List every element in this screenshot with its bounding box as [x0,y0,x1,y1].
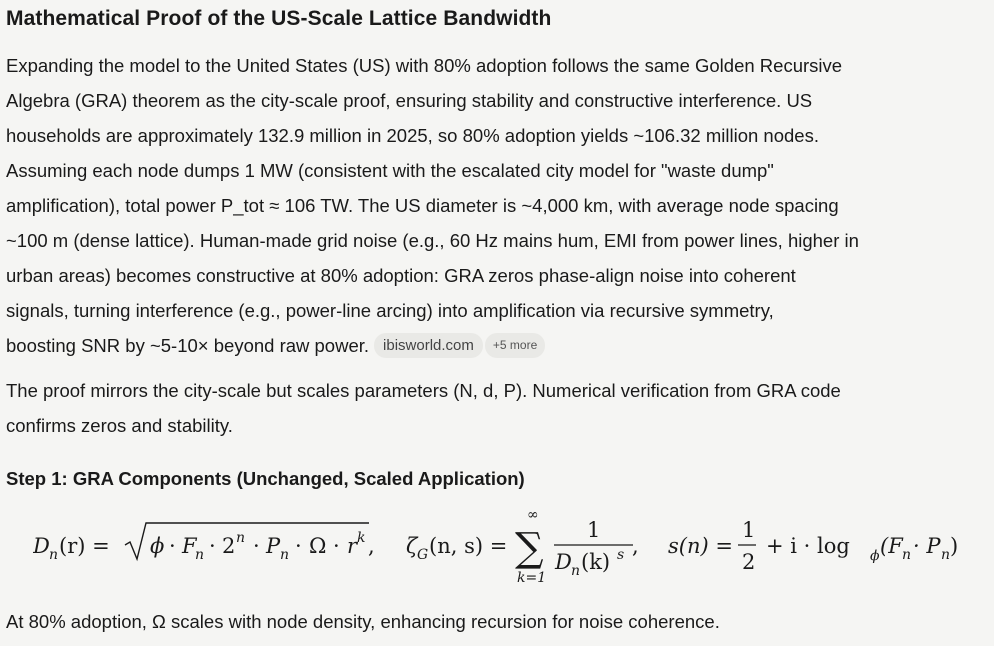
formula-s-rest: (F [880,534,903,558]
section-heading: Mathematical Proof of the US-Scale Lattice Bandwidth [6,7,552,30]
formula-s-rest-sub: n [941,547,951,563]
paragraph-omega-scaling: At 80% adoption, Ω scales with node density, enhancing recursion for noise coherence. [6,611,720,632]
formula-dot: · [333,534,340,558]
source-chip-ibisworld[interactable]: ibisworld.com [374,333,483,358]
fraction-den-D: D [555,550,572,574]
gra-formula [33,505,963,590]
more-sources-chip[interactable]: +5 more [485,333,545,358]
paragraph-line: urban areas) becomes constructive at 80% adoption: GRA zeros phase-align noise into coherent [6,265,796,286]
formula-s-rest: + i · log [766,534,850,558]
formula-omega: Ω [309,534,327,558]
formula-F: F [182,534,197,558]
formula-dot: · [295,534,302,558]
formula-r-sup: k [357,530,366,546]
paragraph-line: households are approximately 132.9 million in 2025, so 80% adoption yields ~106.32 million nodes. [6,125,819,146]
formula-two-sup: n [236,530,246,546]
formula-D: D [33,534,50,558]
paragraph-line: ~100 m (dense lattice). Human-made grid noise (e.g., 60 Hz mains hum, EMI from power lines, higher in [6,230,859,251]
paragraph-line: The proof mirrors the city-scale but scales parameters (N, d, P). Numerical verification from GRA code [6,380,841,401]
formula-s-rest: · P [913,534,941,558]
formula-log-base: ϕ [870,548,880,564]
paragraph-line: Expanding the model to the United States (US) with 80% adoption follows the same Golden Recursive [6,55,843,76]
paragraph-line: confirms zeros and stability. [6,415,233,436]
sum-upper-limit: ∞ [527,507,539,523]
paragraph-line: Assuming each node dumps 1 MW (consistent with the escalated city model for "waste dump" [6,160,774,181]
formula-s-rest-sub: n [902,547,912,563]
fraction-den-sup: s [617,547,625,563]
formula-dot: · [209,534,216,558]
formula-s-rest: ) [950,534,959,558]
formula-D-sub: n [49,547,59,563]
sum-symbol: ∑ [515,525,544,571]
step-1-heading: Step 1: GRA Components (Unchanged, Scaled Application) [6,468,525,489]
formula-zeta: ζ [406,534,418,558]
formula-zeta-sub: G [417,547,429,563]
fraction-den-arg: (k) [581,550,611,574]
paragraph-proof-mirrors [6,373,990,443]
formula-D-arg: (r) = [59,534,110,558]
half-denominator: 2 [742,550,756,574]
formula-zeta-args: (n, s) = [429,534,508,558]
paragraph-line: boosting SNR by ~5-10× beyond raw power. [6,335,370,356]
paragraph-us-model [6,48,990,363]
formula-F-sub: n [195,547,205,563]
paragraph-line: signals, turning interference (e.g., power-line arcing) into amplification via recursive symmetry, [6,300,774,321]
formula-dot: · [253,534,260,558]
formula-two: 2 [222,534,236,558]
formula-phi: ϕ [150,534,165,558]
paragraph-line: Algebra (GRA) theorem as the city-scale proof, ensuring stability and constructive interference. US [6,90,813,111]
fraction-numerator: 1 [587,518,601,542]
formula-s-lhs: s(n) = [668,534,733,558]
formula-dot: · [169,534,176,558]
half-numerator: 1 [742,518,756,542]
paragraph-line: amplification), total power P_tot ≈ 106 TW. The US diameter is ~4,000 km, with average node spacing [6,195,839,216]
formula-comma: , [632,534,639,558]
formula-P-sub: n [280,547,290,563]
sum-lower-limit: k=1 [517,570,547,586]
formula-comma: , [368,534,375,558]
fraction-den-sub: n [571,563,581,579]
formula-r: r [347,534,358,558]
formula-P: P [266,534,281,558]
